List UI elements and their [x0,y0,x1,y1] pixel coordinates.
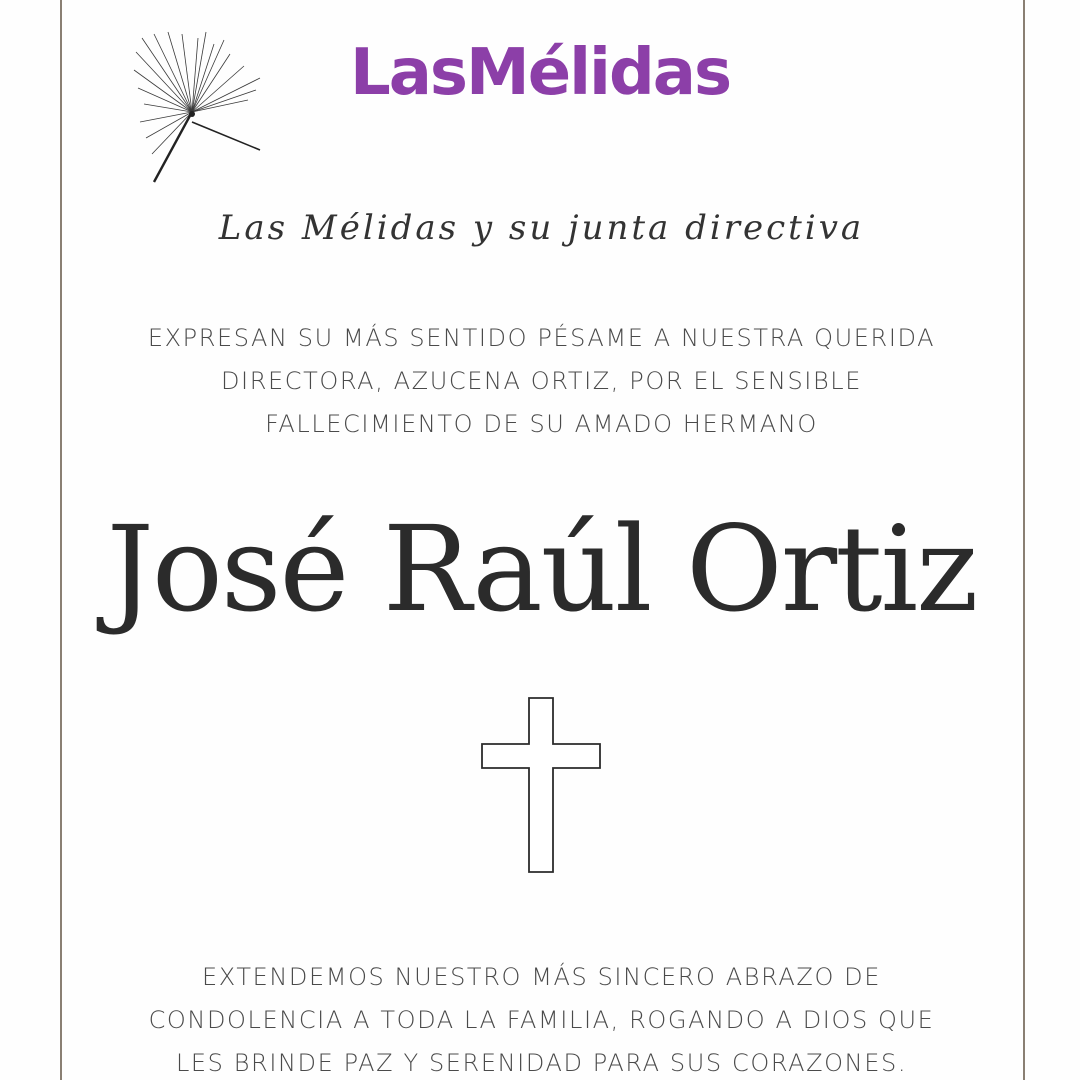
message-top-line: DIRECTORA, AZUCENA ORTIZ, POR EL SENSIBLE [220,367,863,395]
header-script-line: Las Mélidas y su junta directiva [218,208,865,248]
condolence-message-top [60,317,1023,446]
svg-text:LasMélidas: LasMélidas [349,36,731,108]
message-top-line: FALLECIMIENTO DE SU AMADO HERMANO [265,410,818,438]
message-bottom-line: EXTENDEMOS NUESTRO MÁS SINCERO ABRAZO DE [201,963,882,991]
message-bottom-line: CONDOLENCIA A TODA LA FAMILIA, ROGANDO A DIOS QUE [148,1006,935,1034]
condolence-message-bottom [60,956,1023,1085]
message-top-line: EXPRESAN SU MÁS SENTIDO PÉSAME A NUESTRA QUERIDA [147,324,936,352]
dandelion-seed-icon [132,30,272,190]
las-melidas-logo [320,28,760,108]
cross-icon [480,696,602,874]
deceased-name: José Raúl Ortiz [106,500,977,638]
message-bottom-line: LES BRINDE PAZ Y SERENIDAD PARA SUS CORAZONES. [175,1049,908,1077]
right-border-line [1023,0,1025,1080]
